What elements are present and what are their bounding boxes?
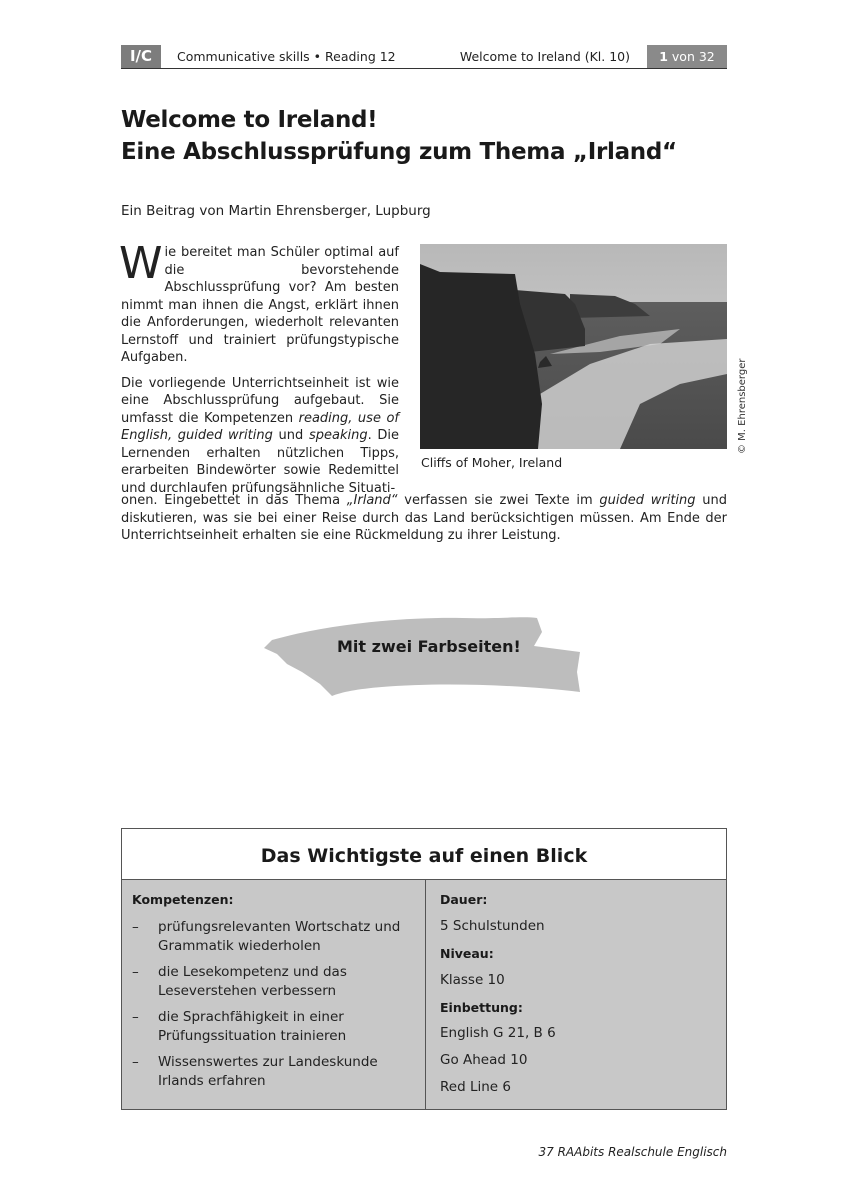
banner-fill [264,617,580,696]
intro-paragraph-2 [121,375,399,498]
page-indicator [647,45,727,68]
competences-list [132,918,417,1098]
italic-run: reading, use of English, guided writing [121,410,399,443]
dash-bullet: – [132,919,139,935]
author-line: Ein Beitrag von Martin Ehrensberger, Lupburg [121,203,431,219]
italic-run: speaking [308,428,368,443]
summary-title: Das Wichtigste auf einen Blick [122,829,726,880]
intro-paragraph-1-text: ie bereitet man Schüler optimal auf die bevorstehende Abschlussprüfung vor? Am besten nimmt man ihnen die Angst, erklärt ihnen die Anforderungen, wiederholt relevanten Lernstoff und trainiert prüfungstypische Aufgaben. [121,245,399,365]
embedding-item: Red Line 6 [440,1079,511,1095]
list-item [132,1053,417,1090]
section-badge: I/C [121,45,161,68]
level-label: Niveau: [440,946,494,961]
embedding-item: Go Ahead 10 [440,1052,528,1068]
embedding-label: Einbettung: [440,1000,523,1015]
page-of: von 32 [671,49,715,64]
text-run: . Die Lernenden erhalten nützlichen Tipps, erarbeiten Bindewörter sowie Redemittel und durchlaufen prüfungsähnliche Situati- [121,428,400,496]
list-item [132,918,417,955]
embedding-item: English G 21, B 6 [440,1025,556,1041]
title-line-1: Welcome to Ireland! [121,107,378,133]
summary-box [121,828,727,1110]
text-run: und diskutieren, was sie bei einer Reise durch das Land berücksichtigen müssen. Am Ende der Unterrichtseinheit erhalten sie eine Rückmeldung zu ihrer Leistung. [121,493,727,543]
page-footer: 37 RAAbits Realschule Englisch [538,1145,727,1159]
intro-column [119,238,400,497]
duration-label: Dauer: [440,892,488,907]
dash-bullet: – [132,964,139,980]
text-run: und [272,428,309,443]
series-label: Communicative skills • Reading 12 [177,49,396,64]
photo-caption: Cliffs of Moher, Ireland [421,455,563,470]
photo-credit: © M. Ehrensberger [737,358,748,454]
list-item [132,963,417,1000]
intro-paragraph-2-continued [121,492,727,545]
text-run: verfassen sie zwei Texte im [397,493,600,508]
italic-run: guided writing [599,493,696,508]
text-run: onen. Eingebettet in das Thema [121,493,347,508]
competences-column [122,880,426,1109]
italic-run: „Irland“ [346,493,398,508]
competence-text: Wissenswertes zur Landeskunde Irlands erfahren [158,1054,378,1089]
title-line-2: Eine Abschlussprüfung zum Thema „Irland“ [121,139,677,165]
competences-label: Kompetenzen: [132,892,234,907]
page-header [121,45,727,69]
dash-bullet: – [132,1054,139,1070]
competence-text: prüfungsrelevanten Wortschatz und Grammatik wiederholen [158,919,401,954]
details-column [427,880,726,1109]
unit-title-label: Welcome to Ireland (Kl. 10) [459,49,630,64]
competence-text: die Sprachfähigkeit in einer Prüfungssituation trainieren [158,1009,347,1044]
duration-value: 5 Schulstunden [440,918,545,934]
competence-text: die Lesekompetenz und das Leseverstehen verbessern [158,964,347,999]
text-run: Die vorliegende Unterrichtseinheit ist wie eine Abschlussprüfung aufgebaut. Sie umfasst die Kompetenzen [121,375,399,426]
list-item [132,1008,417,1045]
level-value: Klasse 10 [440,972,505,988]
page-current: 1 [659,49,668,64]
drop-cap: W [119,238,163,289]
summary-body [122,880,726,1109]
cliffs-of-moher-image [420,244,727,449]
page-title [121,104,741,168]
banner-text: Mit zwei Farbseiten! [337,637,521,656]
cliffs-photo [420,244,727,449]
intro-paragraph-1 [119,238,399,367]
dash-bullet: – [132,1009,139,1025]
